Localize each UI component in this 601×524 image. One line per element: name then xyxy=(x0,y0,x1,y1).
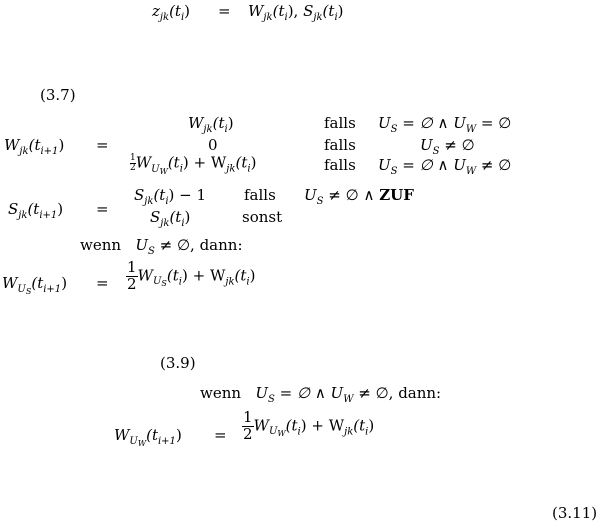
w-lhs-subscript: jk xyxy=(19,146,29,157)
wuw-lhs-sub-w: W xyxy=(137,439,147,448)
wuw-rhs-arg2: (t xyxy=(353,416,366,435)
s-arg-subscript: i xyxy=(334,12,338,23)
wus-rhs-arg2-sub: i xyxy=(246,276,250,288)
wus-rhs-subscript xyxy=(153,276,167,287)
wus-lhs-subscript xyxy=(17,284,31,295)
equation-wus-lhs xyxy=(2,276,67,296)
equation-wus-rhs xyxy=(126,260,255,293)
w-case2-value: 0 xyxy=(208,136,218,154)
s-case1-cond-zuf: ZUF xyxy=(379,186,414,204)
wenn2-cond-end: ≠ ∅, dann: xyxy=(353,384,442,402)
equation-s-lhs xyxy=(8,202,63,221)
s-case1-value xyxy=(134,188,206,207)
wuw-lhs-close: ) xyxy=(175,426,182,444)
s-case1-arg-sub: i xyxy=(165,196,169,207)
w-case1-close: ) xyxy=(227,114,234,132)
w-arg: (t xyxy=(272,2,285,20)
wus-lhs-symbol: W xyxy=(2,274,18,292)
w-case3-arg: (t xyxy=(167,153,180,172)
z-symbol: z xyxy=(152,2,160,20)
equation-z-equals: = xyxy=(218,2,231,20)
s-case2-value xyxy=(150,210,190,229)
w-case3-condition xyxy=(378,158,511,177)
s-case1-keyword: falls xyxy=(244,186,276,204)
wus-rhs-symbol: W xyxy=(137,266,153,285)
s-case2-symbol: S xyxy=(150,208,161,226)
w-case3-subscript xyxy=(151,164,168,175)
wus-lhs-sub-u: U xyxy=(17,284,26,295)
w-case2-keyword: falls xyxy=(324,136,356,154)
wus-lhs-arg-sub: i+1 xyxy=(43,284,62,295)
s-lhs-subscript: jk xyxy=(18,210,28,221)
w-case1-arg: (t xyxy=(212,114,225,132)
equation-s-equals: = xyxy=(96,200,109,218)
s-lhs-close: ) xyxy=(57,200,64,218)
wuw-rhs-subscript xyxy=(269,426,286,437)
wuw-rhs-arg2-sub: i xyxy=(365,426,369,438)
w-case3-keyword: falls xyxy=(324,156,356,174)
w-case1-keyword: falls xyxy=(324,114,356,132)
w-case1-cond-rest: = ∅ ∧ U xyxy=(397,114,466,132)
w-case3-sub-u: U xyxy=(151,163,160,175)
s-case2-subscript: jk xyxy=(160,218,170,229)
s-case1-symbol: S xyxy=(134,186,145,204)
wenn2-cond-sub: S xyxy=(268,394,275,405)
wuw-rhs-arg-sub: i xyxy=(297,426,301,438)
wuw-rhs-sub-w: W xyxy=(277,429,286,439)
equation-w-equals: = xyxy=(96,136,109,154)
equation-z-lhs xyxy=(152,4,190,23)
wus-frac-den: 2 xyxy=(127,274,137,293)
z-arg: (t xyxy=(169,2,181,20)
w-case1-cond-sub2: W xyxy=(465,124,477,135)
w-case2-cond-sub: S xyxy=(432,146,440,157)
w-case2-cond-u: U xyxy=(420,136,433,154)
s-case1-subscript: jk xyxy=(144,196,154,207)
wus-rhs-arg-sub: i xyxy=(178,276,182,288)
wus-rhs-sub2: jk xyxy=(225,276,235,288)
w-symbol: W xyxy=(248,2,264,20)
w-case3-close: ) xyxy=(250,153,257,172)
wuw-lhs-arg-sub: i+1 xyxy=(157,436,176,447)
wenn2-cond-rest: = ∅ ∧ U xyxy=(274,384,344,402)
equation-wus-equals: = xyxy=(96,274,109,292)
equation-z-rhs xyxy=(248,4,344,23)
wenn2-keyword: wenn xyxy=(200,384,242,402)
w-case1-cond-u: U xyxy=(378,114,391,132)
wenn-clause-1 xyxy=(80,238,243,257)
z-close: ) xyxy=(184,2,191,20)
wuw-rhs-symbol: W xyxy=(253,416,269,435)
s-case1-cond-sub: S xyxy=(316,196,324,207)
s-subscript: jk xyxy=(313,12,323,23)
wus-rhs-sub-s: S xyxy=(161,279,167,289)
w-lhs-arg: (t xyxy=(28,136,41,154)
w-case3-cond-sub: S xyxy=(390,166,398,177)
w-subscript: jk xyxy=(263,12,273,23)
s-symbol: S xyxy=(303,2,314,20)
wenn2-cond-sub2: W xyxy=(343,394,354,405)
w-case3-arg-sub: i xyxy=(179,163,183,175)
w-case1-value xyxy=(188,116,234,135)
w-case1-subscript: jk xyxy=(203,124,213,135)
w-case3-arg2-sub: i xyxy=(247,163,251,175)
wenn1-cond-end: ≠ ∅, dann: xyxy=(154,236,243,254)
wus-fraction xyxy=(126,260,138,293)
s-lhs-arg-subscript: i+1 xyxy=(39,210,58,221)
s-lhs-symbol: S xyxy=(8,200,19,218)
wuw-lhs-subscript xyxy=(129,436,146,447)
w-case3-frac-num: 1 xyxy=(130,153,136,163)
wenn1-cond-sub: S xyxy=(148,246,155,257)
wuw-rhs-mid: ) + W xyxy=(300,416,345,435)
wuw-fraction xyxy=(242,410,254,443)
wus-rhs-mid: ) + W xyxy=(181,266,226,285)
wenn2-cond-u: U xyxy=(255,384,269,402)
z-arg-subscript: i xyxy=(180,12,185,23)
w-case1-cond-sub: S xyxy=(390,124,398,135)
w-case3-cond-end: ≠ ∅ xyxy=(476,156,512,174)
w-case2-cond-end: ≠ ∅ xyxy=(439,136,475,154)
wuw-lhs-sub-u: U xyxy=(129,436,138,447)
wuw-frac-den: 2 xyxy=(243,424,253,443)
w-case3-cond-u: U xyxy=(378,156,391,174)
w-case3-cond-sub2: W xyxy=(465,166,477,177)
wus-lhs-sub-s: S xyxy=(25,287,32,296)
w-case3-arg2: (t xyxy=(235,153,248,172)
equation-number-3-9: (3.9) xyxy=(160,354,196,372)
wenn-clause-2 xyxy=(200,386,441,405)
w-case3-cond-rest: = ∅ ∧ U xyxy=(397,156,466,174)
wuw-rhs-close: ) xyxy=(368,416,375,435)
s-close: ) xyxy=(337,2,344,20)
w-case2-condition xyxy=(420,138,475,157)
w-case3-value xyxy=(130,154,256,176)
s-case1-cond-u: U xyxy=(304,186,317,204)
equation-wuw-equals: = xyxy=(214,426,227,444)
w-lhs-arg-subscript: i+1 xyxy=(40,146,59,157)
wenn1-cond-u: U xyxy=(135,236,149,254)
wus-frac-num: 1 xyxy=(127,258,137,276)
w-close: ), xyxy=(287,2,299,20)
w-lhs-symbol: W xyxy=(4,136,20,154)
equation-number-3-11: (3.11) xyxy=(552,504,598,522)
wuw-rhs-sub2: jk xyxy=(344,426,354,438)
wuw-rhs-sub-u: U xyxy=(268,426,278,438)
w-lhs-close: ) xyxy=(58,136,65,154)
s-case1-arg: (t xyxy=(153,186,166,204)
w-case1-cond-end: = ∅ xyxy=(476,114,512,132)
w-case3-mid: ) + W xyxy=(182,153,227,172)
wuw-lhs-arg: (t xyxy=(146,426,158,444)
s-lhs-arg: (t xyxy=(27,200,40,218)
s-case2-keyword: sonst xyxy=(242,208,283,226)
w-case3-symbol: W xyxy=(135,153,152,172)
wuw-rhs-arg: (t xyxy=(285,416,298,435)
s-arg: (t xyxy=(322,2,335,20)
wus-rhs-arg: (t xyxy=(166,266,179,285)
w-case1-symbol: W xyxy=(188,114,204,132)
z-subscript: jk xyxy=(159,12,170,23)
w-arg-subscript: i xyxy=(284,12,288,23)
wuw-lhs-symbol: W xyxy=(114,426,130,444)
equation-wuw-lhs xyxy=(114,428,182,448)
s-case2-arg-sub: i xyxy=(181,218,185,229)
wuw-frac-num: 1 xyxy=(243,408,253,426)
w-case3-frac-den: 2 xyxy=(130,163,136,173)
w-case1-arg-subscript: i xyxy=(224,124,228,135)
s-case2-arg: (t xyxy=(169,208,182,226)
wenn1-keyword: wenn xyxy=(80,236,122,254)
s-case1-cond-mid: ≠ ∅ ∧ xyxy=(323,186,380,204)
w-case3-sub-w: W xyxy=(159,166,168,176)
w-case1-condition xyxy=(378,116,511,135)
equation-w-lhs xyxy=(4,138,64,157)
wus-rhs-arg2: (t xyxy=(234,266,247,285)
w-case3-sub2: jk xyxy=(226,163,236,175)
s-case1-condition xyxy=(304,188,414,207)
wus-rhs-sub-u: U xyxy=(152,276,162,288)
s-case2-close: ) xyxy=(184,208,191,226)
equation-wuw-rhs xyxy=(242,410,374,443)
s-case1-close: ) − 1 xyxy=(168,186,207,204)
wus-lhs-arg: (t xyxy=(31,274,44,292)
wus-lhs-close: ) xyxy=(61,274,68,292)
wus-rhs-close: ) xyxy=(249,266,256,285)
equation-number-3-7: (3.7) xyxy=(40,86,76,104)
